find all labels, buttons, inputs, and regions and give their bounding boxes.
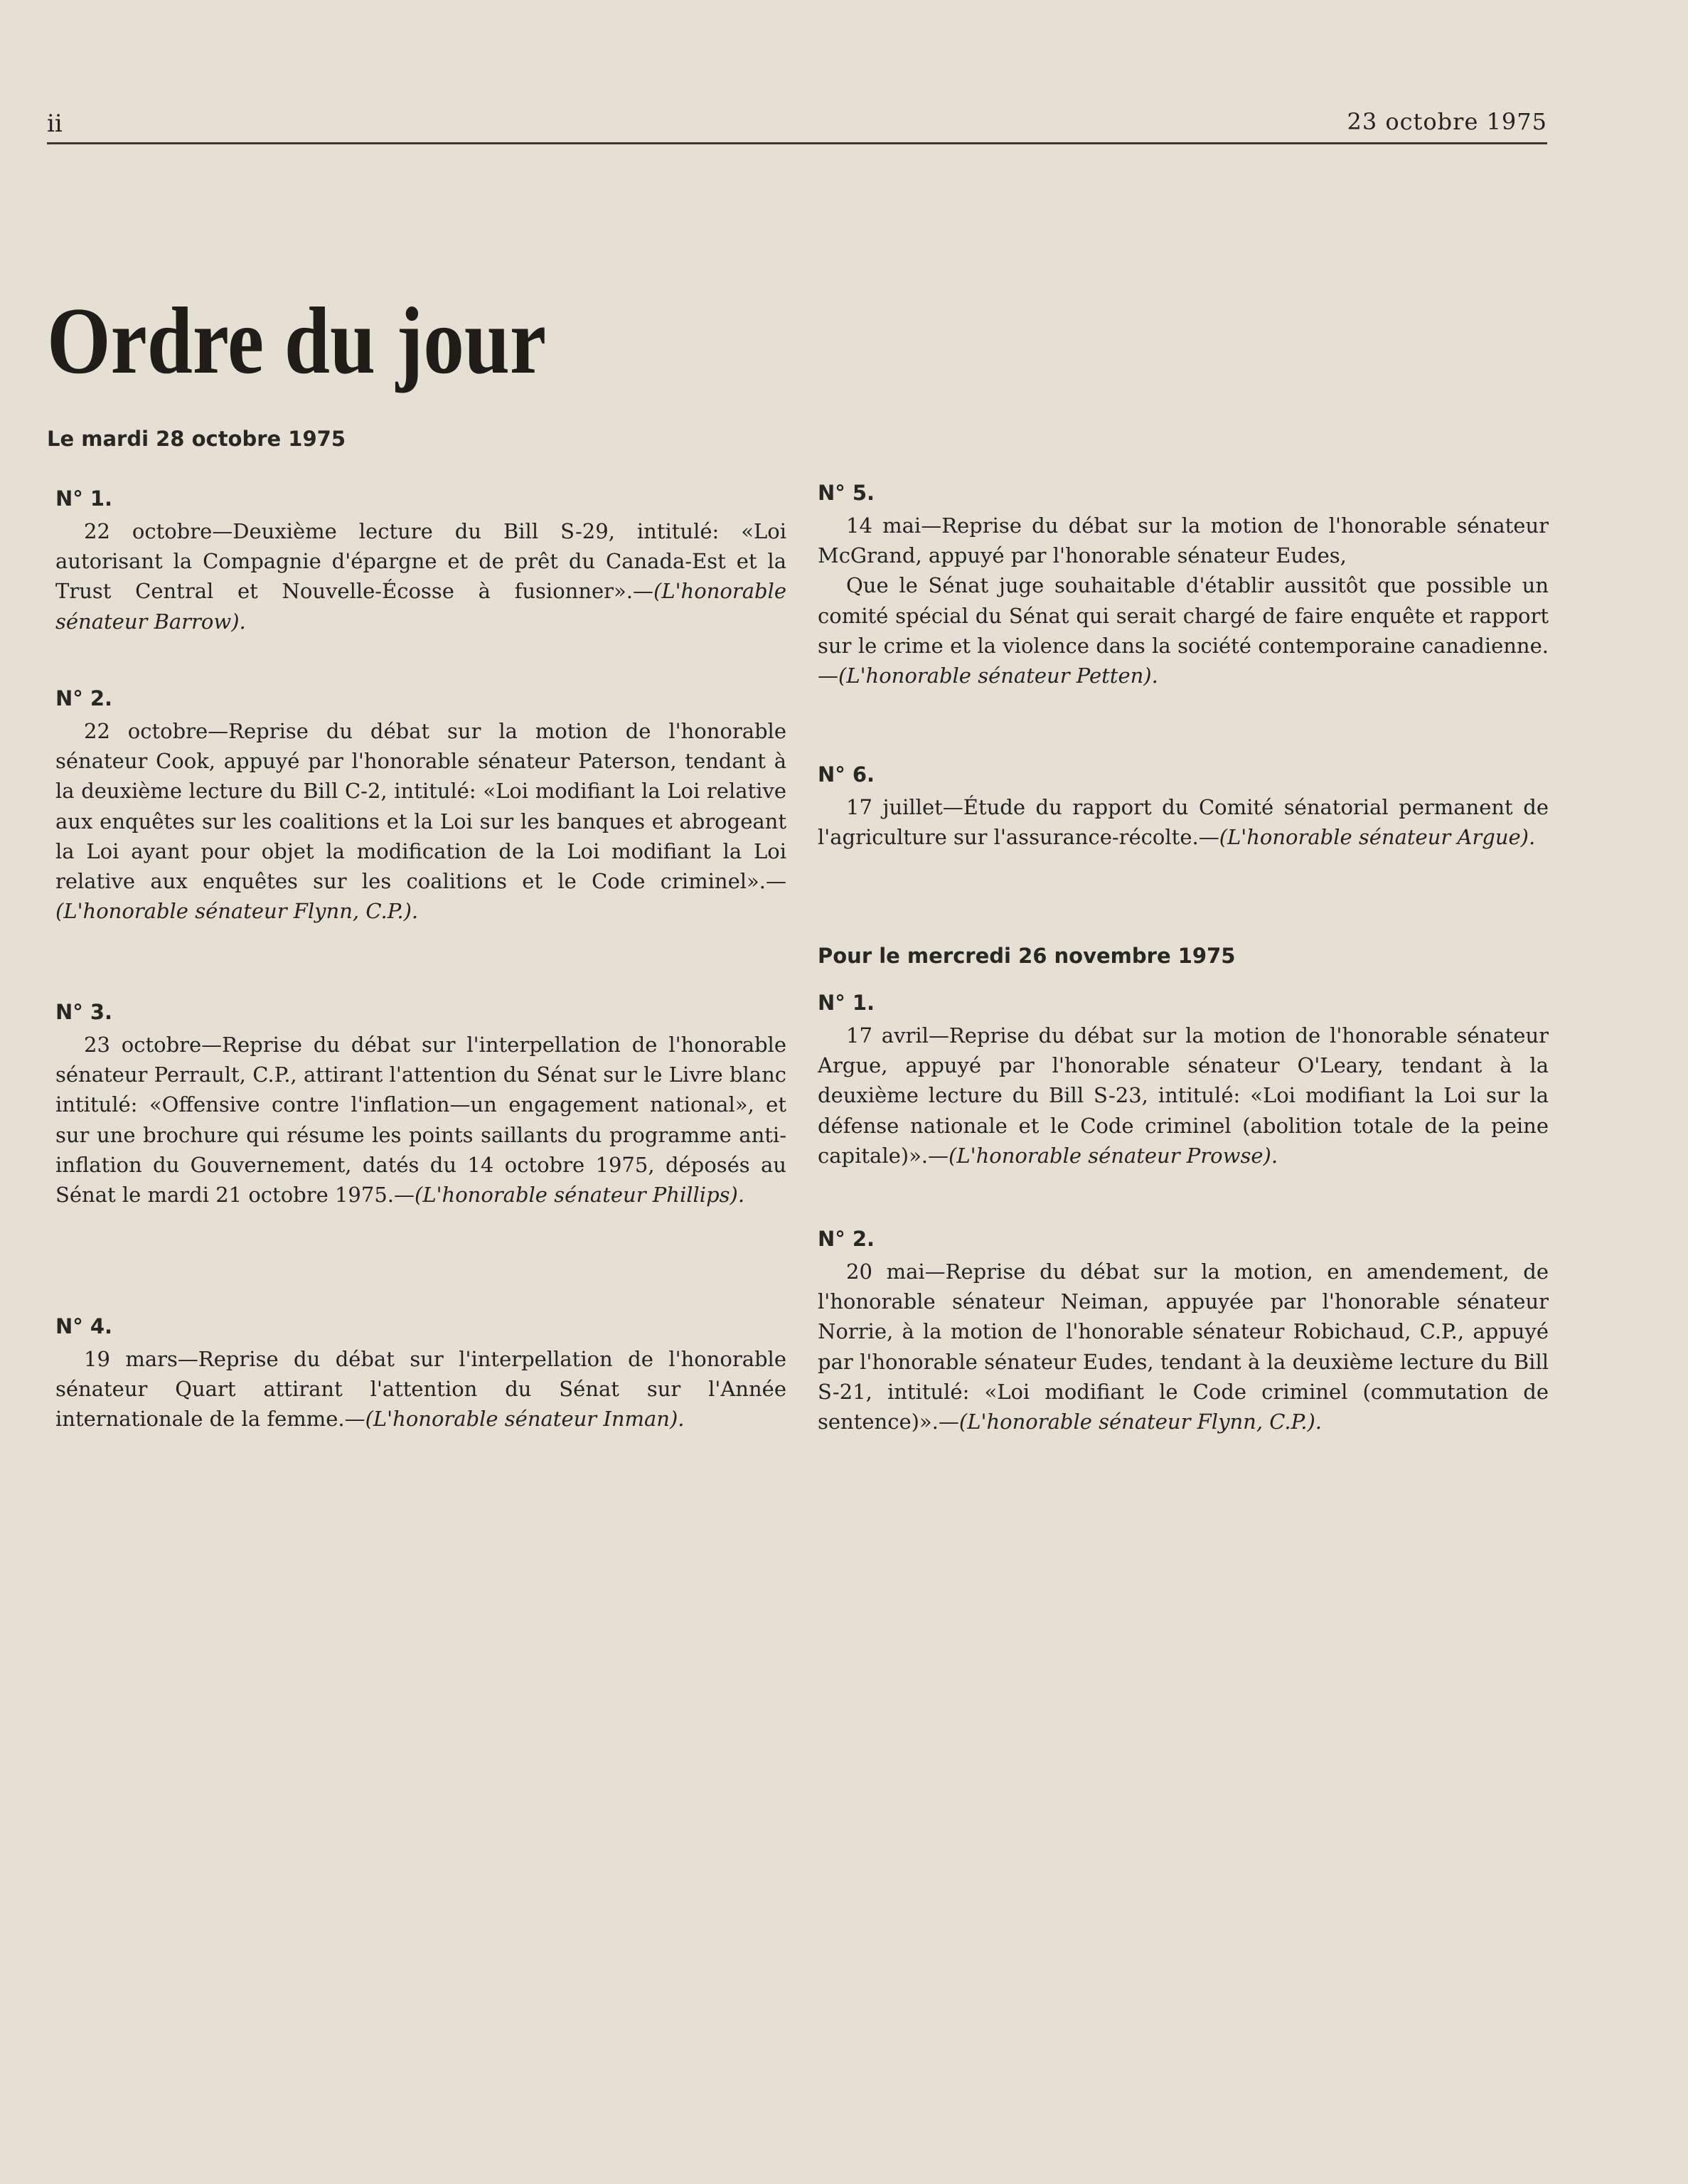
page-header (47, 107, 1547, 144)
agenda-item-nov-1 (818, 991, 1549, 1171)
page-title: Ordre du jour (47, 288, 547, 393)
item-number: N° 4. (55, 1314, 113, 1338)
item-text: 17 juillet—Étude du rapport du Comité sénatorial permanent de l'agriculture sur l'assurance-récolte.—(L'honorable sénateur Argue). (818, 795, 1549, 850)
item-attribution: (L'honorable sénateur Argue). (1219, 825, 1536, 850)
item-text: 23 octobre—Reprise du débat sur l'interpellation de l'honorable sénateur Perrault, C.P., attirant l'attention du Sénat sur le Livre blanc intitulé: «Offensive contre l'inflation—un engagement national», et sur une brochure qui résume les points saillants du programme anti-inflation du Gouvernement, datés du 14 octobre 1975, déposés au Sénat le mardi 21 octobre 1975.—(L'honorable sénateur Phillips). (55, 1033, 786, 1208)
item-number: N° 1. (818, 991, 875, 1015)
page-number: ii (47, 110, 63, 138)
section-heading-mercredi: Pour le mercredi 26 novembre 1975 (818, 944, 1236, 968)
agenda-item-nov-2 (818, 1227, 1549, 1437)
section-heading-mardi: Le mardi 28 octobre 1975 (47, 427, 346, 451)
item-number: N° 1. (55, 486, 113, 511)
item-number: N° 5. (818, 481, 875, 505)
item-attribution: (L'honorable sénateur Prowse). (949, 1143, 1278, 1168)
item-attribution: (L'honorable sénateur Barrow). (55, 579, 786, 634)
item-text: 20 mai—Reprise du débat sur la motion, en amendement, de l'honorable sénateur Neiman, appuyée par l'honorable sénateur Norrie, à la motion de l'honorable sénateur Robichaud, C.P., appuyé par l'honorable sénateur Eudes, tendant à la deuxième lecture du Bill S-21, intitulé: «Loi modifiant le Code criminel (commutation de sentence)».—(L'honorable sénateur Flynn, C.P.). (818, 1259, 1549, 1434)
agenda-item-5 (818, 481, 1549, 691)
item-number: N° 6. (818, 762, 875, 787)
agenda-item-3 (55, 1000, 786, 1210)
item-number: N° 3. (55, 1000, 113, 1024)
item-attribution: (L'honorable sénateur Inman). (365, 1407, 685, 1432)
header-date: 23 octobre 1975 (1347, 108, 1547, 135)
item-attribution: (L'honorable sénateur Phillips). (415, 1183, 745, 1208)
item-text: 22 octobre—Deuxième lecture du Bill S-29, intitulé: «Loi autorisant la Compagnie d'épargne et de prêt du Canada-Est et la Trust Central et Nouvelle-Écosse à fusionner».—(L'honorable sénateur Barrow). (55, 519, 786, 634)
item-attribution: (L'honorable sénateur Flynn, C.P.). (55, 899, 419, 924)
agenda-item-2 (55, 686, 786, 926)
agenda-item-6 (818, 762, 1549, 852)
agenda-item-1 (55, 486, 786, 636)
item-text: 19 mars—Reprise du débat sur l'interpellation de l'honorable sénateur Quart attirant l'attention du Sénat sur l'Année internationale de la femme.—(L'honorable sénateur Inman). (55, 1347, 786, 1432)
item-number: N° 2. (818, 1227, 875, 1251)
item-attribution: (L'honorable sénateur Flynn, C.P.). (958, 1410, 1323, 1434)
item-text-resolution: Que le Sénat juge souhaitable d'établir aussitôt que possible un comité spécial du Sénat qui serait chargé de faire enquête et rapport sur le crime et la violence dans la société contemporaine canadienne.—(L'honorable sénateur Petten). (818, 573, 1549, 688)
item-number: N° 2. (55, 686, 113, 710)
item-attribution: (L'honorable sénateur Petten). (838, 664, 1158, 688)
item-text: 17 avril—Reprise du débat sur la motion de l'honorable sénateur Argue, appuyé par l'honorable sénateur O'Leary, tendant à la deuxième lecture du Bill S-23, intitulé: «Loi modifiant la Loi sur la défense nationale et le Code criminel (abolition totale de la peine capitale)».—(L'honorable sénateur Prowse). (818, 1023, 1549, 1168)
agenda-item-4 (55, 1314, 786, 1434)
item-text: 22 octobre—Reprise du débat sur la motion de l'honorable sénateur Cook, appuyé par l'honorable sénateur Paterson, tendant à la deuxième lecture du Bill C-2, intitulé: «Loi modifiant la Loi relative aux enquêtes sur les coalitions et la Loi sur les banques et abrogeant la Loi ayant pour objet la modification de la Loi modifiant la Loi relative aux enquêtes sur les coalitions et le Code criminel».—(L'honorable sénateur Flynn, C.P.). (55, 719, 786, 924)
item-text: 14 mai—Reprise du débat sur la motion de l'honorable sénateur McGrand, appuyé par l'honorable sénateur Eudes, (818, 513, 1549, 568)
